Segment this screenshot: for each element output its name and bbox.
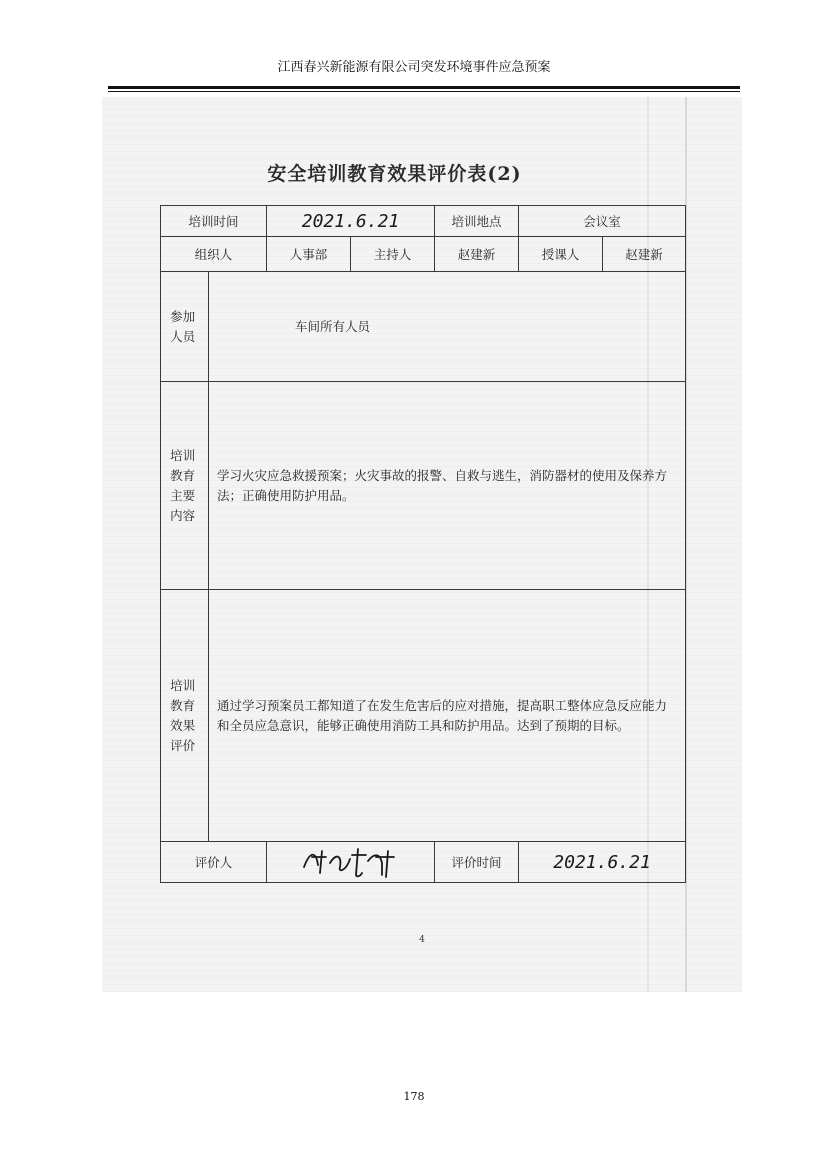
content-label-text: 培训教育主要内容 — [170, 447, 196, 523]
participants-label — [161, 272, 209, 382]
organizer-value: 人事部 — [267, 237, 351, 272]
evaluation-form-table — [160, 205, 686, 883]
evaluator-label: 评价人 — [161, 842, 267, 883]
host-label: 主持人 — [351, 237, 435, 272]
row-training-evaluation — [161, 590, 686, 842]
row-participants — [161, 272, 686, 382]
eval-time-value: 2021.6.21 — [519, 842, 686, 883]
training-time-label: 培训时间 — [161, 206, 267, 237]
lecturer-label: 授课人 — [519, 237, 603, 272]
running-header: 江西春兴新能源有限公司突发环境事件应急预案 — [277, 60, 551, 75]
lecturer-value: 赵建新 — [603, 237, 686, 272]
handwritten-signature — [296, 845, 406, 879]
training-place-value: 会议室 — [519, 206, 686, 237]
form-title: 安全培训教育效果评价表(2) — [267, 163, 522, 185]
row-training-content — [161, 382, 686, 590]
content-label — [161, 382, 209, 590]
row-evaluator — [161, 842, 686, 883]
evaluation-label-text: 培训教育效果评价 — [170, 677, 196, 753]
participants-label-text: 参加人员 — [170, 308, 196, 344]
row-training-time-place — [161, 206, 686, 237]
host-value: 赵建新 — [435, 237, 519, 272]
eval-time-label: 评价时间 — [435, 842, 519, 883]
evaluation-label — [161, 590, 209, 842]
scan-inner-page-number: 4 — [419, 935, 425, 945]
content-value: 学习火灾应急救援预案；火灾事故的报警、自救与逃生，消防器材的使用及保养方法；正确使用防护用品。 — [209, 382, 686, 590]
training-place-label: 培训地点 — [435, 206, 519, 237]
organizer-label: 组织人 — [161, 237, 267, 272]
evaluator-signature — [267, 842, 435, 883]
header-rule-thin — [108, 91, 740, 92]
row-organizer-host-lecturer — [161, 237, 686, 272]
training-time-value: 2021.6.21 — [267, 206, 435, 237]
scanned-form-image — [102, 97, 742, 992]
evaluation-value: 通过学习预案员工都知道了在发生危害后的应对措施，提高职工整体应急反应能力和全员应急意识，能够正确使用消防工具和防护用品。达到了预期的目标。 — [209, 590, 686, 842]
page-number: 178 — [403, 1090, 425, 1103]
participants-value: 车间所有人员 — [209, 272, 686, 382]
header-rule-thick — [108, 86, 740, 89]
